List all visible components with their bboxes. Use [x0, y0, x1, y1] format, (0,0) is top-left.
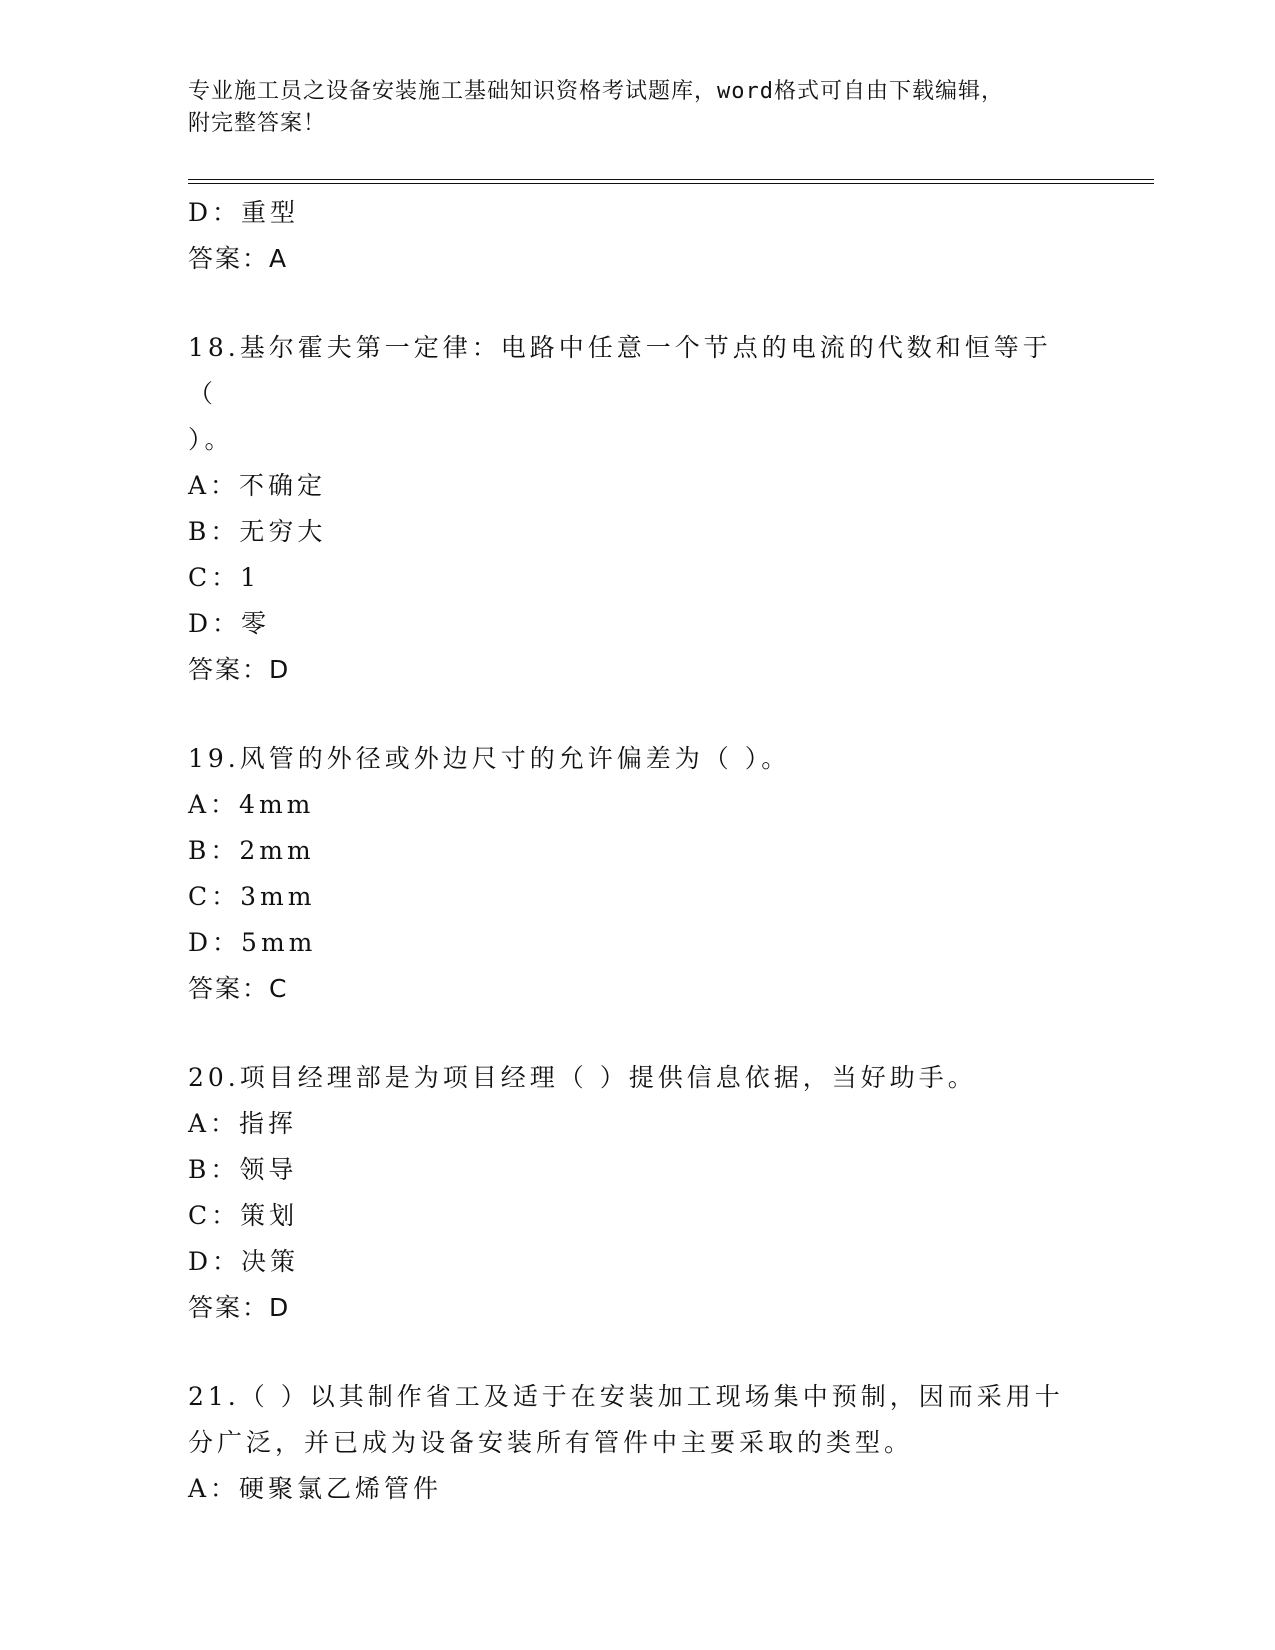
question-text-continued: 分广泛，并已成为设备安装所有管件中主要采取的类型。	[188, 1428, 914, 1457]
header-divider-bottom	[188, 183, 1154, 184]
option-b: B：领导	[188, 1155, 298, 1184]
answer-line: 答案：D	[188, 1293, 291, 1322]
header-line-2: 附完整答案！	[188, 111, 327, 136]
question-18	[188, 325, 1068, 693]
option-d: D：零	[188, 609, 271, 638]
question-20	[188, 1055, 1068, 1331]
header-divider-top	[188, 179, 1154, 180]
header-line-1: 专业施工员之设备安装施工基础知识资格考试题库，word格式可自由下载编辑，	[188, 79, 1004, 104]
question-list	[188, 190, 1068, 1512]
document-header	[188, 76, 1068, 140]
option-b: B：2mm	[188, 836, 315, 865]
option-d: D：重型	[188, 198, 300, 227]
question-text: 21.（ ）以其制作省工及适于在安装加工现场集中预制，因而采用十	[188, 1382, 1064, 1411]
option-a: A：不确定	[188, 471, 327, 500]
answer-line: 答案：A	[188, 244, 289, 273]
question-text: 18.基尔霍夫第一定律：电路中任意一个节点的电流的代数和恒等于（	[188, 333, 1052, 408]
option-d: D：决策	[188, 1247, 300, 1276]
question-text: 20.项目经理部是为项目经理（ ）提供信息依据，当好助手。	[188, 1063, 977, 1092]
question-text: 19.风管的外径或外边尺寸的允许偏差为（ ）。	[188, 744, 791, 773]
question-21	[188, 1374, 1068, 1512]
answer-line: 答案：C	[188, 974, 289, 1003]
option-d: D：5mm	[188, 928, 317, 957]
option-a: A：硬聚氯乙烯管件	[188, 1474, 443, 1503]
option-a: A：指挥	[188, 1109, 298, 1138]
option-c: C：3mm	[188, 882, 316, 911]
question-text-continued: ）。	[188, 425, 234, 454]
option-c: C：策划	[188, 1201, 299, 1230]
question-19	[188, 736, 1068, 1012]
option-a: A：4mm	[188, 790, 315, 819]
option-c: C：1	[188, 563, 261, 592]
option-b: B：无穷大	[188, 517, 327, 546]
answer-line: 答案：D	[188, 655, 291, 684]
previous-question-tail	[188, 190, 1068, 282]
